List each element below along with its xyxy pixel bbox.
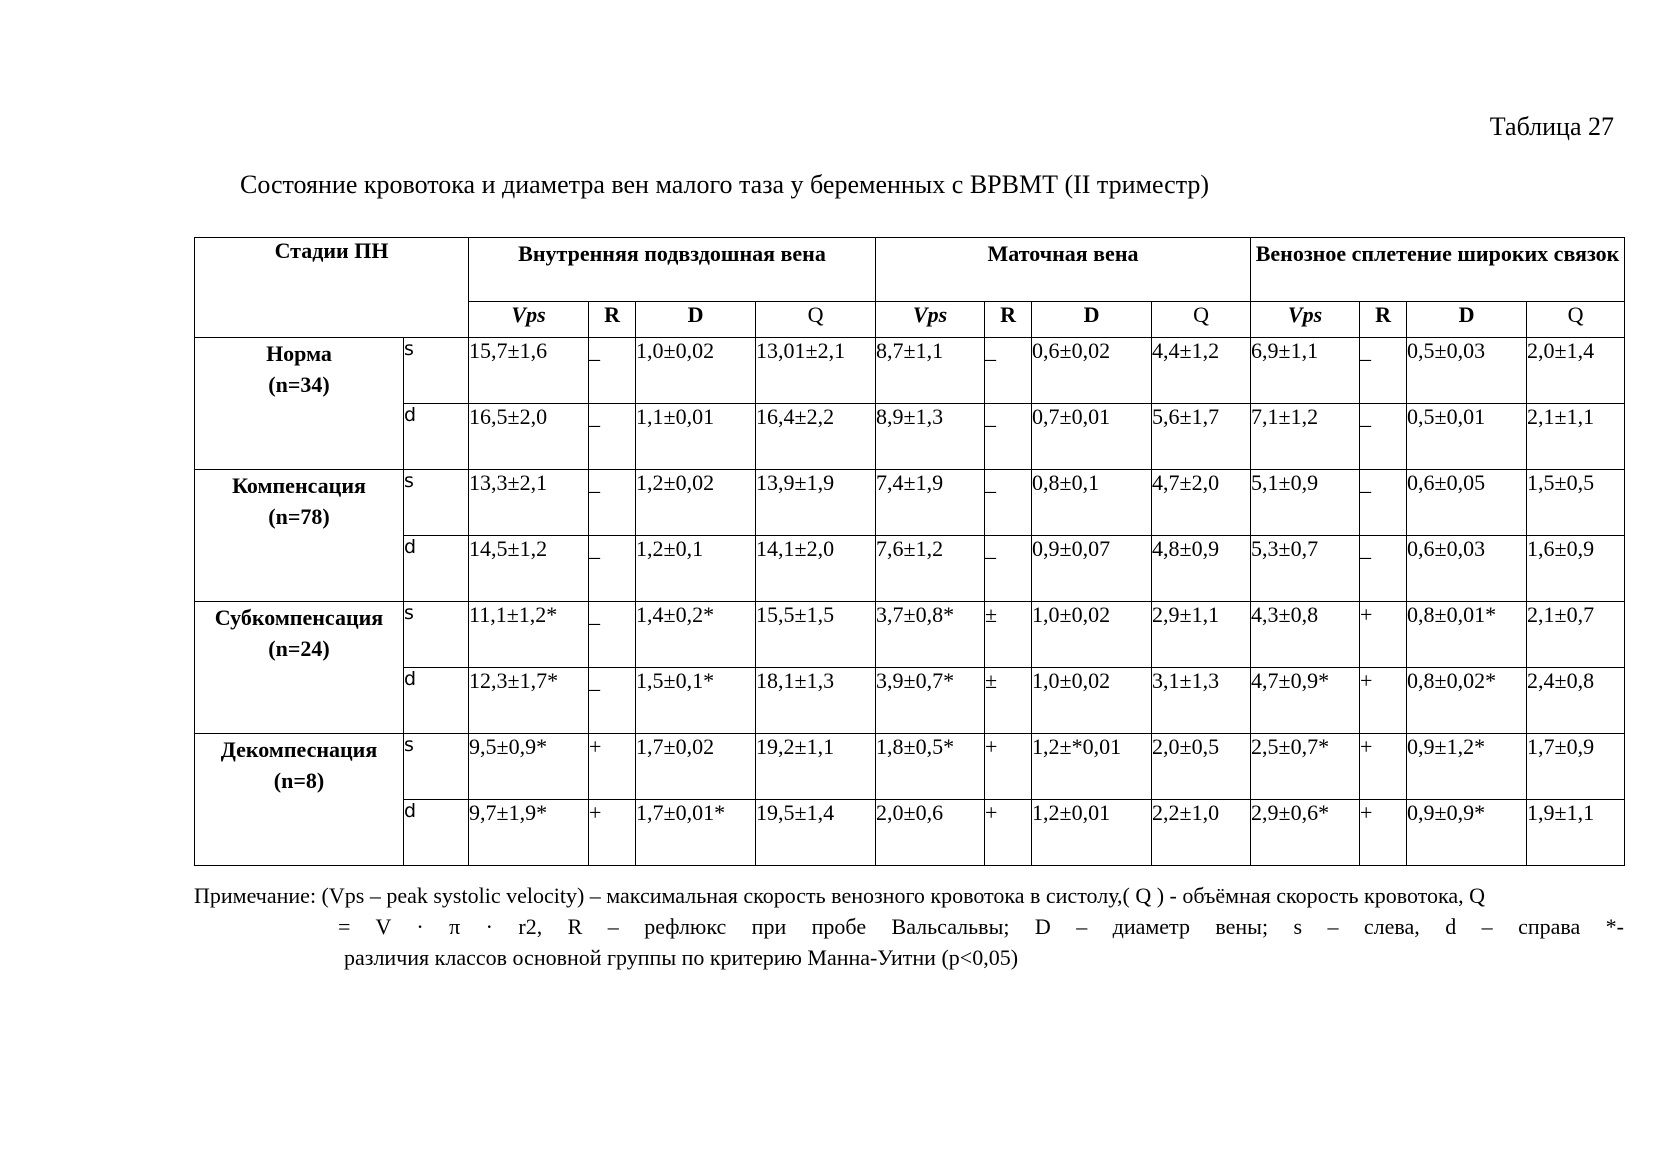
value-cell: _: [589, 470, 636, 536]
value-cell: 1,9±1,1: [1527, 800, 1625, 866]
value-cell: 13,3±2,1: [469, 470, 589, 536]
side-cell: d: [404, 536, 469, 602]
value-cell: 1,0±0,02: [1032, 602, 1152, 668]
value-cell: _: [589, 536, 636, 602]
value-cell: 1,7±0,02: [636, 734, 756, 800]
value-cell: 2,9±0,6*: [1251, 800, 1360, 866]
stage-count: (n=78): [268, 504, 330, 529]
value-cell: +: [985, 800, 1032, 866]
value-cell: 12,3±1,7*: [469, 668, 589, 734]
value-cell: 1,5±0,1*: [636, 668, 756, 734]
value-cell: 13,01±2,1: [756, 338, 876, 404]
stage-name: Норма: [266, 341, 332, 366]
value-cell: _: [589, 404, 636, 470]
value-cell: 9,5±0,9*: [469, 734, 589, 800]
value-cell: +: [1360, 602, 1407, 668]
note-line-3: различия классов основной группы по критерию Манна-Уитни (p<0,05): [344, 945, 1019, 970]
value-cell: _: [985, 536, 1032, 602]
value-cell: 1,2±0,02: [636, 470, 756, 536]
value-cell: +: [589, 734, 636, 800]
stage-name: Субкомпенсация: [214, 605, 384, 630]
value-cell: +: [1360, 800, 1407, 866]
stage-count: (n=24): [268, 636, 330, 661]
header-group-venous-plexus: Венозное сплетение широких связок: [1251, 238, 1625, 302]
side-cell: d: [404, 404, 469, 470]
value-cell: 7,6±1,2: [876, 536, 985, 602]
value-cell: 0,8±0,1: [1032, 470, 1152, 536]
table-row: [195, 404, 1625, 470]
table-row: [195, 338, 1625, 404]
value-cell: 4,3±0,8: [1251, 602, 1360, 668]
stage-cell: [195, 734, 404, 866]
value-cell: 1,4±0,2*: [636, 602, 756, 668]
value-cell: _: [589, 338, 636, 404]
value-cell: 14,5±1,2: [469, 536, 589, 602]
value-cell: 7,4±1,9: [876, 470, 985, 536]
value-cell: 8,7±1,1: [876, 338, 985, 404]
table-row: [195, 734, 1625, 800]
value-cell: 11,1±1,2*: [469, 602, 589, 668]
header-group-uterine-vein: Маточная вена: [876, 238, 1251, 302]
value-cell: 13,9±1,9: [756, 470, 876, 536]
value-cell: 0,6±0,02: [1032, 338, 1152, 404]
value-cell: 9,7±1,9*: [469, 800, 589, 866]
value-cell: 1,7±0,9: [1527, 734, 1625, 800]
value-cell: 0,9±0,07: [1032, 536, 1152, 602]
value-cell: 14,1±2,0: [756, 536, 876, 602]
value-cell: 3,9±0,7*: [876, 668, 985, 734]
subheader-vps: Vps: [1251, 302, 1360, 338]
value-cell: 5,1±0,9: [1251, 470, 1360, 536]
subheader-q: Q: [1527, 302, 1625, 338]
value-cell: +: [1360, 734, 1407, 800]
subheader-vps: Vps: [876, 302, 985, 338]
stage-count: (n=8): [273, 768, 325, 793]
stage-name: Декомпеснация: [220, 737, 378, 762]
stage-count: (n=34): [268, 372, 330, 397]
stage-cell: [195, 470, 404, 602]
side-cell: d: [404, 668, 469, 734]
subheader-r: R: [589, 302, 636, 338]
side-cell: s: [404, 338, 469, 404]
value-cell: 1,2±0,1: [636, 536, 756, 602]
subheader-d: D: [636, 302, 756, 338]
value-cell: 1,1±0,01: [636, 404, 756, 470]
subheader-q: Q: [1152, 302, 1251, 338]
value-cell: 0,5±0,01: [1407, 404, 1527, 470]
value-cell: +: [985, 734, 1032, 800]
stage-cell: [195, 602, 404, 734]
value-cell: _: [1360, 536, 1407, 602]
value-cell: ±: [985, 668, 1032, 734]
value-cell: +: [1360, 668, 1407, 734]
table-row: [195, 536, 1625, 602]
subheader-r: R: [985, 302, 1032, 338]
value-cell: 7,1±1,2: [1251, 404, 1360, 470]
subheader-d: D: [1407, 302, 1527, 338]
value-cell: 2,1±0,7: [1527, 602, 1625, 668]
value-cell: 8,9±1,3: [876, 404, 985, 470]
value-cell: _: [1360, 470, 1407, 536]
value-cell: 19,2±1,1: [756, 734, 876, 800]
value-cell: _: [1360, 404, 1407, 470]
value-cell: 3,7±0,8*: [876, 602, 985, 668]
value-cell: 0,6±0,03: [1407, 536, 1527, 602]
table-row: [195, 602, 1625, 668]
note-line-1: Примечание: (Vps – peak systolic velocity) – максимальная скорость венозного кровотока в систолу,( Q ) - объёмная скорость кровотока, Q: [194, 883, 1485, 908]
value-cell: _: [985, 338, 1032, 404]
value-cell: 1,6±0,9: [1527, 536, 1625, 602]
side-cell: s: [404, 734, 469, 800]
note-line-2: = V · π · r2, R – рефлюкс при пробе Вальсальвы; D – диаметр вены; s – слева, d – справа *-: [338, 914, 1624, 939]
value-cell: 1,0±0,02: [636, 338, 756, 404]
subheader-q: Q: [756, 302, 876, 338]
stage-name: Компенсация: [232, 473, 366, 498]
value-cell: 0,9±1,2*: [1407, 734, 1527, 800]
value-cell: 4,7±2,0: [1152, 470, 1251, 536]
subheader-r: R: [1360, 302, 1407, 338]
subheader-d: D: [1032, 302, 1152, 338]
value-cell: 6,9±1,1: [1251, 338, 1360, 404]
value-cell: 2,4±0,8: [1527, 668, 1625, 734]
value-cell: 0,7±0,01: [1032, 404, 1152, 470]
table-row: [195, 800, 1625, 866]
value-cell: 1,2±0,01: [1032, 800, 1152, 866]
table-row: [195, 470, 1625, 536]
value-cell: 5,3±0,7: [1251, 536, 1360, 602]
value-cell: 15,5±1,5: [756, 602, 876, 668]
value-cell: 1,8±0,5*: [876, 734, 985, 800]
value-cell: ±: [985, 602, 1032, 668]
stage-cell: [195, 338, 404, 470]
header-group-iliac-vein: Внутренняя подвздошная вена: [469, 238, 876, 302]
table-caption: Состояние кровотока и диаметра вен малого таза у беременных с ВРВМТ (II триместр): [240, 170, 1210, 199]
value-cell: +: [589, 800, 636, 866]
value-cell: 2,0±0,5: [1152, 734, 1251, 800]
side-cell: d: [404, 800, 469, 866]
data-table: [194, 237, 1625, 866]
value-cell: 4,8±0,9: [1152, 536, 1251, 602]
value-cell: _: [985, 470, 1032, 536]
value-cell: 18,1±1,3: [756, 668, 876, 734]
value-cell: 1,2±*0,01: [1032, 734, 1152, 800]
value-cell: _: [1360, 338, 1407, 404]
value-cell: 3,1±1,3: [1152, 668, 1251, 734]
side-cell: s: [404, 470, 469, 536]
value-cell: 4,4±1,2: [1152, 338, 1251, 404]
value-cell: 19,5±1,4: [756, 800, 876, 866]
value-cell: 2,1±1,1: [1527, 404, 1625, 470]
value-cell: 2,0±0,6: [876, 800, 985, 866]
value-cell: _: [589, 602, 636, 668]
value-cell: _: [985, 404, 1032, 470]
table-note: [194, 880, 1624, 973]
value-cell: 2,0±1,4: [1527, 338, 1625, 404]
value-cell: 0,8±0,02*: [1407, 668, 1527, 734]
value-cell: 2,5±0,7*: [1251, 734, 1360, 800]
value-cell: 0,9±0,9*: [1407, 800, 1527, 866]
value-cell: 1,0±0,02: [1032, 668, 1152, 734]
value-cell: 0,8±0,01*: [1407, 602, 1527, 668]
value-cell: 2,2±1,0: [1152, 800, 1251, 866]
value-cell: 4,7±0,9*: [1251, 668, 1360, 734]
value-cell: 5,6±1,7: [1152, 404, 1251, 470]
value-cell: 0,6±0,05: [1407, 470, 1527, 536]
table-body: [195, 338, 1625, 866]
side-cell: s: [404, 602, 469, 668]
subheader-vps: Vps: [469, 302, 589, 338]
table-number: Таблица 27: [1489, 112, 1614, 141]
value-cell: 15,7±1,6: [469, 338, 589, 404]
value-cell: _: [589, 668, 636, 734]
value-cell: 16,5±2,0: [469, 404, 589, 470]
value-cell: 2,9±1,1: [1152, 602, 1251, 668]
value-cell: 1,7±0,01*: [636, 800, 756, 866]
header-stages: Стадии ПН: [195, 238, 469, 338]
value-cell: 1,5±0,5: [1527, 470, 1625, 536]
value-cell: 0,5±0,03: [1407, 338, 1527, 404]
value-cell: 16,4±2,2: [756, 404, 876, 470]
table-row: [195, 668, 1625, 734]
